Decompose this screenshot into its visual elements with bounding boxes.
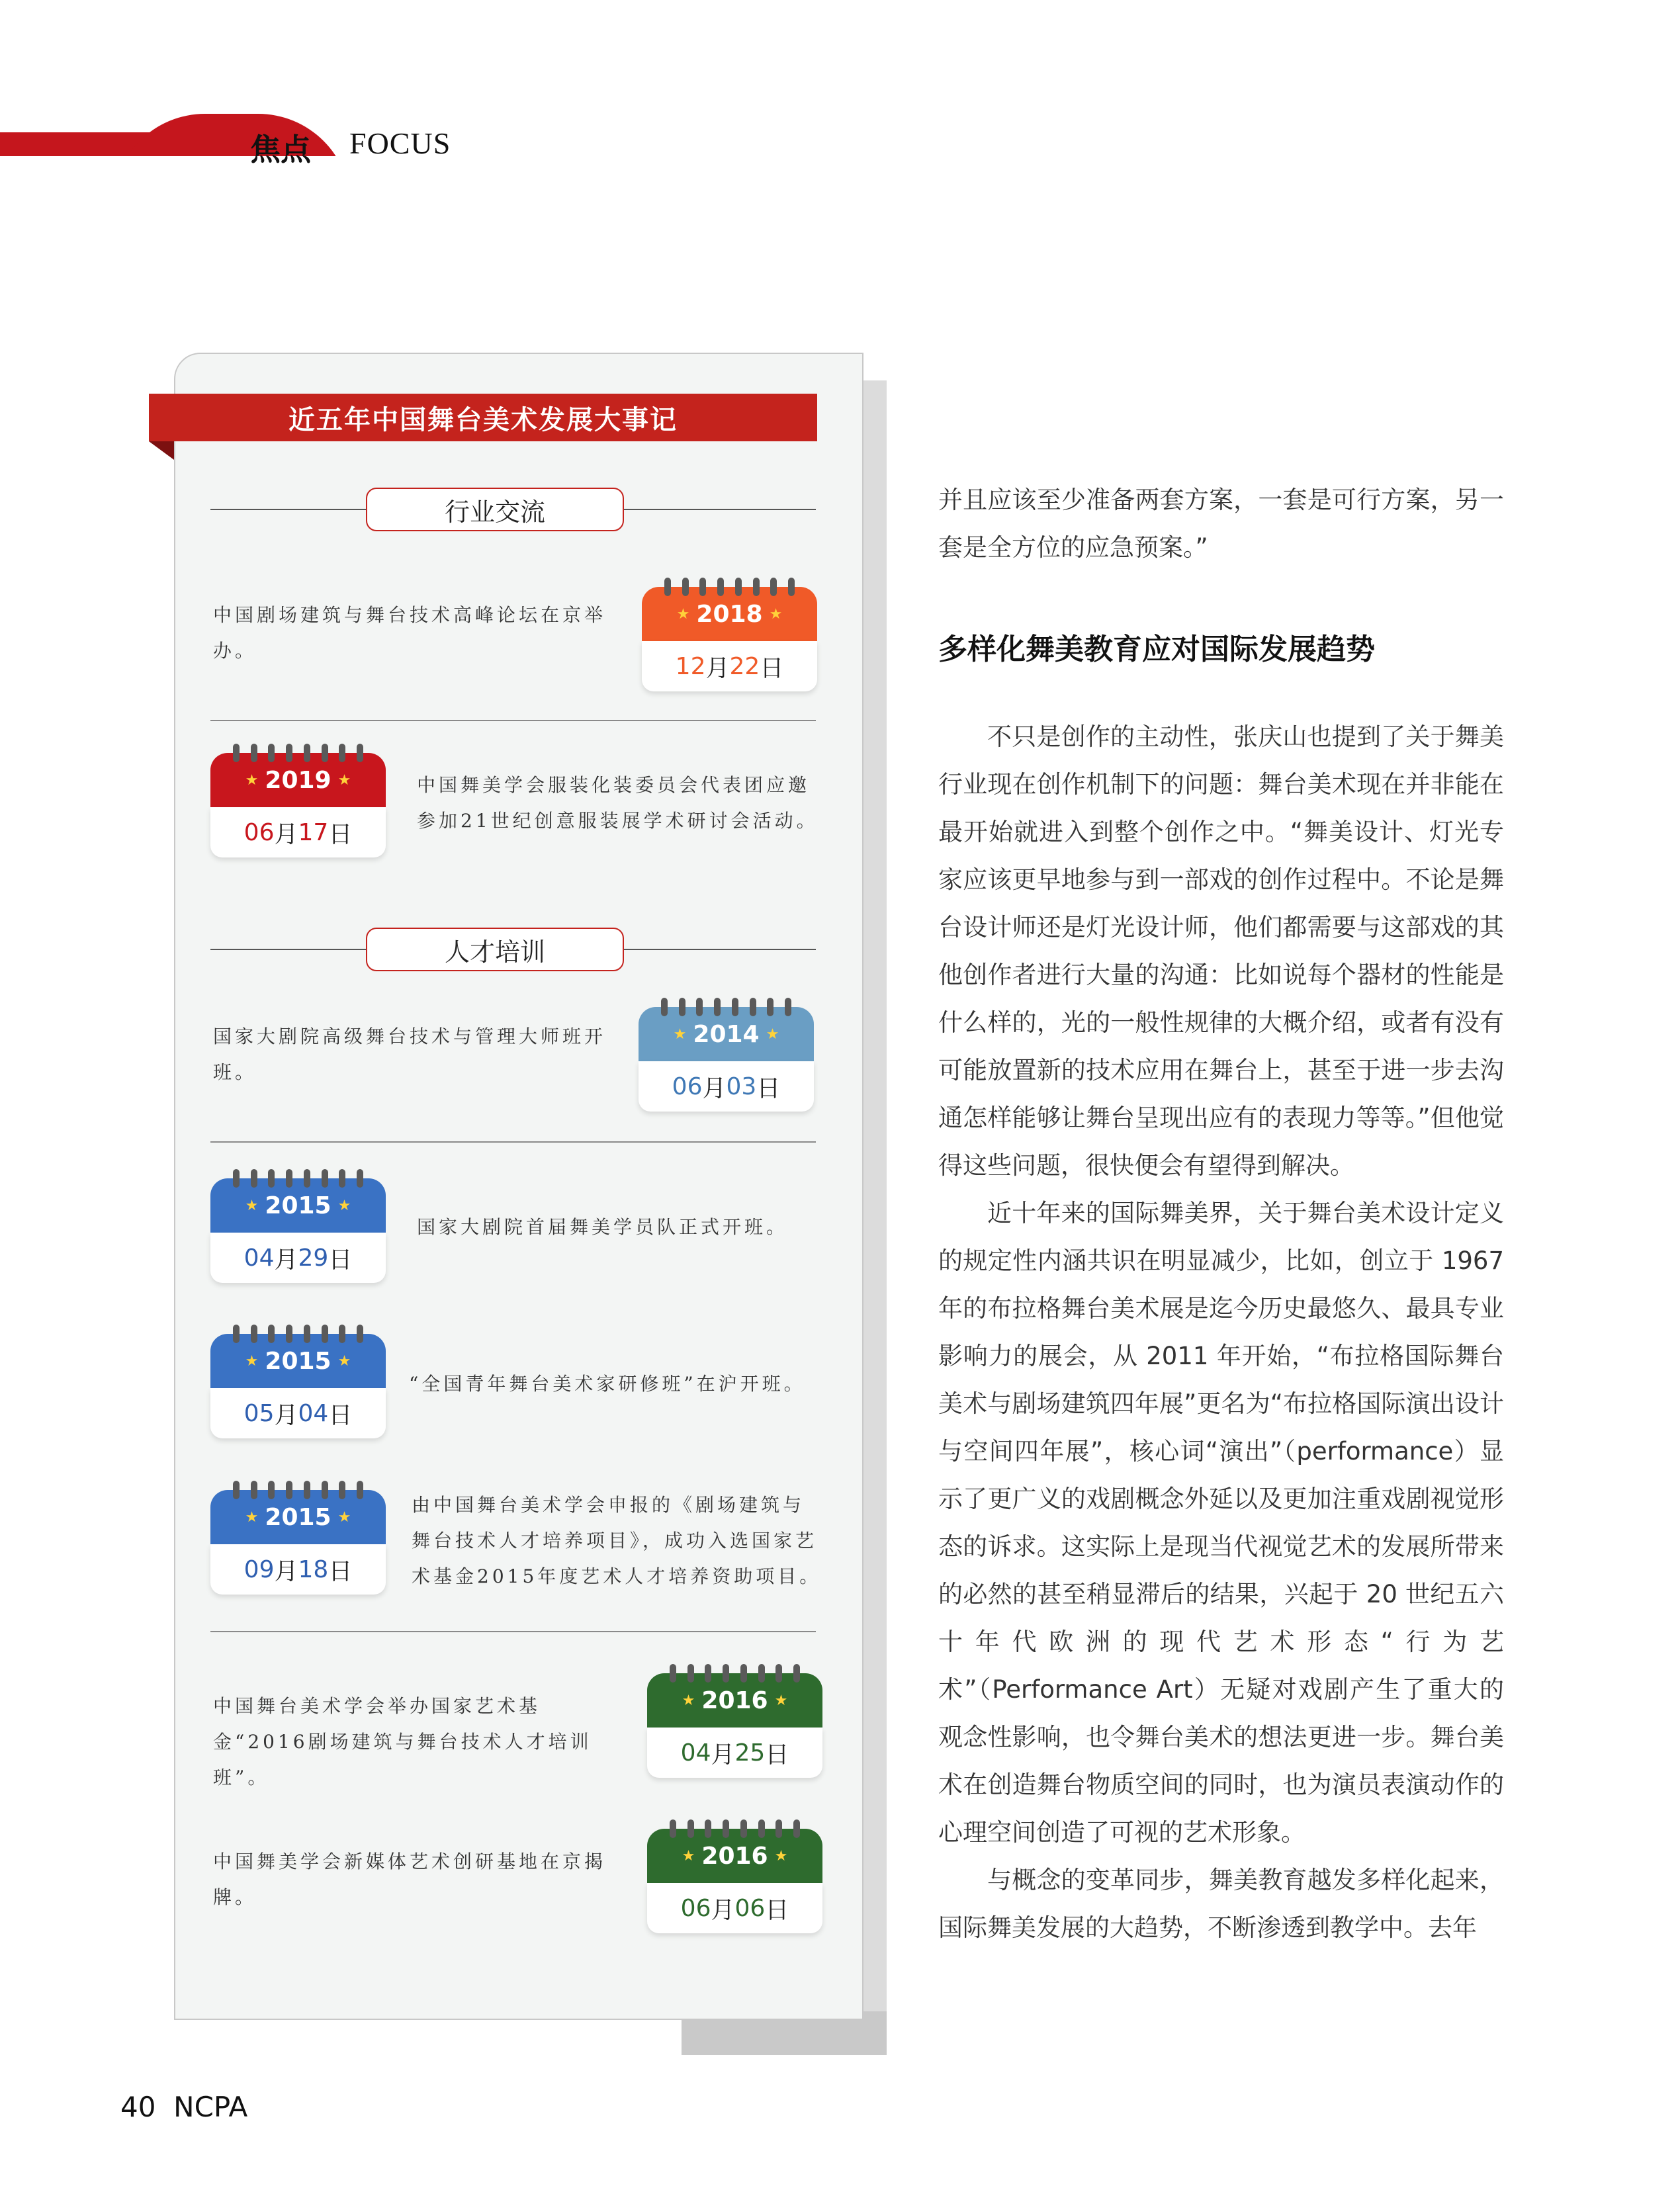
calendar-date [647,1883,822,1933]
calendar-ring-icon [251,744,257,762]
calendar-ring-icon [767,998,774,1016]
calendar-date [210,1544,386,1595]
star-icon: ★ [337,1509,351,1526]
calendar-ring-icon [233,1169,240,1188]
calendar-ring-icon [268,1481,275,1499]
calendar-rings [233,1481,363,1499]
calendar-ring-icon [758,1819,765,1838]
event-text: 由中国舞台美术学会申报的《剧场建筑与舞台技术人才培养项目》，成功入选国家艺术基金2015年度艺术人才培养资助项目。 [412,1494,822,1587]
article-paragraph: 近十年来的国际舞美界，关于舞台美术设计定义的规定性内涵共识在明显减少，比如，创立于 1967 年的布拉格舞台美术展是迄今历史最悠久、最具专业影响力的展会，从 2011 年开始，“布拉格国际舞台美术与剧场建筑四年展”更名为“布拉格国际演出设计与空间四年展”，核心词“演出”（performance）显示了更广义的戏剧概念外延以及更加注重戏剧视觉形态的诉求。这实际上是现当代视觉艺术的发展所带来的必然的甚至稍显滞后的结果，兴起于 20 世纪五六十年代欧洲的现代艺术形态“行为艺术”（Performance Art）无疑对戏剧产生了重大的观念性影响，也令舞台美术的想法更进一步。舞台美术在创造舞台物质空间的同时，也为演员表演动作的心理空间创造了可视的艺术形象。 [938,1199,1504,1847]
calendar-month: 09 [243,1555,275,1583]
calendar-ring-icon [304,1481,310,1499]
article-paragraph: 与概念的变革同步，舞美教育越发多样化起来，国际舞美发展的大趋势，不断渗透到教学中。去年 [938,1866,1504,1942]
page-footer [120,2091,247,2123]
calendar-badge [642,578,817,690]
calendar-date [210,807,386,857]
month-unit: 月 [702,1074,727,1102]
event-text: “全国青年舞台美术家研修班”在沪开班。 [409,1373,806,1395]
calendar-ring-icon [705,1819,711,1838]
calendar-ring-icon [268,1169,275,1188]
day-unit: 日 [756,1074,781,1102]
calendar-ring-icon [670,1819,676,1838]
month-unit: 月 [274,1401,298,1429]
calendar-ring-icon [793,1819,800,1838]
calendar-year: 2019 [265,766,332,794]
calendar-ring-icon [664,578,671,596]
calendar-month: 06 [672,1072,703,1100]
calendar-ring-icon [687,1664,694,1683]
star-icon: ★ [682,1692,695,1709]
star-icon: ★ [766,1026,779,1043]
calendar-ring-icon [286,1325,292,1343]
calendar-ring-icon [679,998,685,1016]
calendar-year: 2016 [701,1686,768,1714]
calendar-date [210,1233,386,1283]
calendar-day: 29 [298,1244,329,1272]
calendar-ring-icon [735,578,742,596]
calendar-ring-icon [339,744,345,762]
calendar-ring-icon [339,1325,345,1343]
section-talent-training: 人才培训 [366,928,624,971]
calendar-rings [233,1325,363,1343]
calendar-ring-icon [304,744,310,762]
calendar-ring-icon [699,578,706,596]
divider [210,720,816,721]
star-icon: ★ [774,1847,788,1864]
calendar-ring-icon [740,1664,747,1683]
calendar-year: 2015 [265,1347,332,1375]
star-icon: ★ [245,1197,259,1214]
calendar-ring-icon [304,1325,310,1343]
calendar-month: 05 [243,1399,275,1427]
timeline-title: 近五年中国舞台美术发展大事记 [149,394,817,441]
section-industry-exchange: 行业交流 [366,488,624,531]
calendar-ring-icon [251,1169,257,1188]
day-unit: 日 [328,1246,353,1274]
day-unit: 日 [328,1401,353,1429]
calendar-ring-icon [286,1481,292,1499]
month-unit: 月 [711,1896,735,1924]
calendar-ring-icon [357,1325,363,1343]
section-title-zh: 焦点 [250,132,311,167]
calendar-rings [670,1819,800,1838]
day-unit: 日 [760,654,784,682]
calendar-month: 04 [243,1244,275,1272]
calendar-ring-icon [661,998,668,1016]
calendar-date [642,641,817,691]
calendar-ring-icon [268,744,275,762]
star-icon: ★ [676,605,690,623]
section-title-en: FOCUS [349,126,451,160]
calendar-date [639,1061,814,1112]
calendar-badge [210,1325,386,1437]
calendar-ring-icon [705,1664,711,1683]
day-unit: 日 [765,1741,789,1769]
calendar-ring-icon [251,1325,257,1343]
calendar-ring-icon [233,744,240,762]
calendar-ring-icon [758,1664,765,1683]
calendar-ring-icon [339,1481,345,1499]
star-icon: ★ [337,771,351,789]
star-icon: ★ [245,1352,259,1370]
calendar-rings [664,578,795,596]
calendar-ring-icon [233,1481,240,1499]
calendar-ring-icon [322,744,328,762]
month-unit: 月 [274,1557,298,1585]
month-unit: 月 [705,654,730,682]
divider [210,1141,816,1143]
calendar-ring-icon [322,1169,328,1188]
calendar-ring-icon [251,1481,257,1499]
calendar-ring-icon [740,1819,747,1838]
calendar-ring-icon [670,1664,676,1683]
magazine-name: NCPA [173,2091,248,2123]
calendar-ring-icon [357,1481,363,1499]
star-icon: ★ [682,1847,695,1864]
star-icon: ★ [769,605,783,623]
calendar-ring-icon [723,1664,729,1683]
calendar-ring-icon [357,1169,363,1188]
calendar-year: 2018 [696,600,763,628]
calendar-ring-icon [682,578,689,596]
calendar-ring-icon [723,1819,729,1838]
article-intro: 并且应该至少准备两套方案，一套是可行方案，另一套是全方位的应急预案。” [938,486,1504,562]
calendar-rings [233,744,363,762]
article-body [938,713,1504,1952]
calendar-year: 2014 [693,1020,760,1048]
day-unit: 日 [765,1896,789,1924]
calendar-ring-icon [687,1819,694,1838]
event-text: 国家大剧院高级舞台技术与管理大师班开班。 [213,1026,607,1083]
calendar-ring-icon [357,744,363,762]
month-unit: 月 [274,1246,298,1274]
day-unit: 日 [328,820,353,848]
star-icon: ★ [337,1352,351,1370]
calendar-badge [639,998,814,1110]
calendar-rings [661,998,791,1016]
event-text: 中国剧场建筑与舞台技术高峰论坛在京举办。 [213,604,607,662]
calendar-ring-icon [750,998,756,1016]
calendar-year: 2015 [265,1503,332,1531]
article-paragraph: 不只是创作的主动性，张庆山也提到了关于舞美行业现在创作机制下的问题：舞台美术现在并非能在最开始就进入到整个创作之中。“舞美设计、灯光专家应该更早地参与到一部戏的创作过程中。不论是舞台设计师还是灯光设计师，他们都需要与这部戏的其他创作者进行大量的沟通：比如说每个器材的性能是什么样的，光的一般性规律的大概介绍，或者有没有可能放置新的技术应用在舞台上，甚至于进一步去沟通怎样能够让舞台呈现出应有的表现力等等。”但他觉得这些问题，很快便会有望得到解决。 [938,722,1504,1180]
calendar-ring-icon [233,1325,240,1343]
calendar-ring-icon [268,1325,275,1343]
calendar-day: 18 [298,1555,329,1583]
calendar-ring-icon [793,1664,800,1683]
calendar-badge [210,744,386,856]
header-mask [99,156,377,222]
banner-fold [149,441,174,460]
calendar-ring-icon [322,1481,328,1499]
calendar-ring-icon [322,1325,328,1343]
calendar-date [210,1388,386,1438]
calendar-month: 12 [675,652,706,680]
star-icon: ★ [245,1509,259,1526]
article-heading: 多样化舞美教育应对国际发展趋势 [938,633,1375,666]
calendar-badge [647,1819,822,1932]
calendar-month: 06 [243,818,275,846]
calendar-day: 22 [729,652,760,680]
star-icon: ★ [337,1197,351,1214]
calendar-ring-icon [775,1664,782,1683]
calendar-ring-icon [714,998,721,1016]
calendar-month: 06 [680,1894,711,1922]
star-icon: ★ [673,1026,687,1043]
calendar-ring-icon [732,998,738,1016]
calendar-ring-icon [286,1169,292,1188]
star-icon: ★ [245,771,259,789]
divider [210,1631,816,1632]
calendar-ring-icon [775,1819,782,1838]
day-unit: 日 [328,1557,353,1585]
calendar-day: 04 [298,1399,329,1427]
calendar-badge [210,1481,386,1593]
calendar-day: 17 [298,818,329,846]
calendar-month: 04 [680,1739,711,1767]
calendar-ring-icon [304,1169,310,1188]
calendar-ring-icon [753,578,760,596]
calendar-rings [670,1664,800,1683]
calendar-badge [647,1664,822,1776]
page-number: 40 [120,2091,156,2123]
month-unit: 月 [711,1741,735,1769]
calendar-date [647,1728,822,1778]
calendar-rings [233,1169,363,1188]
event-text: 中国舞台美术学会举办国家艺术基金“2016剧场建筑与舞台技术人才培训班”。 [213,1695,592,1788]
calendar-badge [210,1169,386,1282]
calendar-day: 06 [734,1894,766,1922]
calendar-day: 03 [726,1072,757,1100]
calendar-ring-icon [696,998,703,1016]
calendar-ring-icon [770,578,777,596]
calendar-day: 25 [734,1739,766,1767]
month-unit: 月 [274,820,298,848]
event-text: 国家大剧院首届舞美学员队正式开班。 [417,1216,789,1238]
calendar-ring-icon [717,578,724,596]
event-text: 中国舞美学会新媒体艺术创研基地在京揭牌。 [213,1851,607,1908]
calendar-ring-icon [339,1169,345,1188]
star-icon: ★ [774,1692,788,1709]
calendar-ring-icon [788,578,795,596]
calendar-ring-icon [286,744,292,762]
event-text: 中国舞美学会服装化装委员会代表团应邀参加21世纪创意服装展学术研讨会活动。 [417,774,818,832]
calendar-year: 2015 [265,1192,332,1219]
calendar-year: 2016 [701,1842,768,1870]
calendar-ring-icon [785,998,791,1016]
